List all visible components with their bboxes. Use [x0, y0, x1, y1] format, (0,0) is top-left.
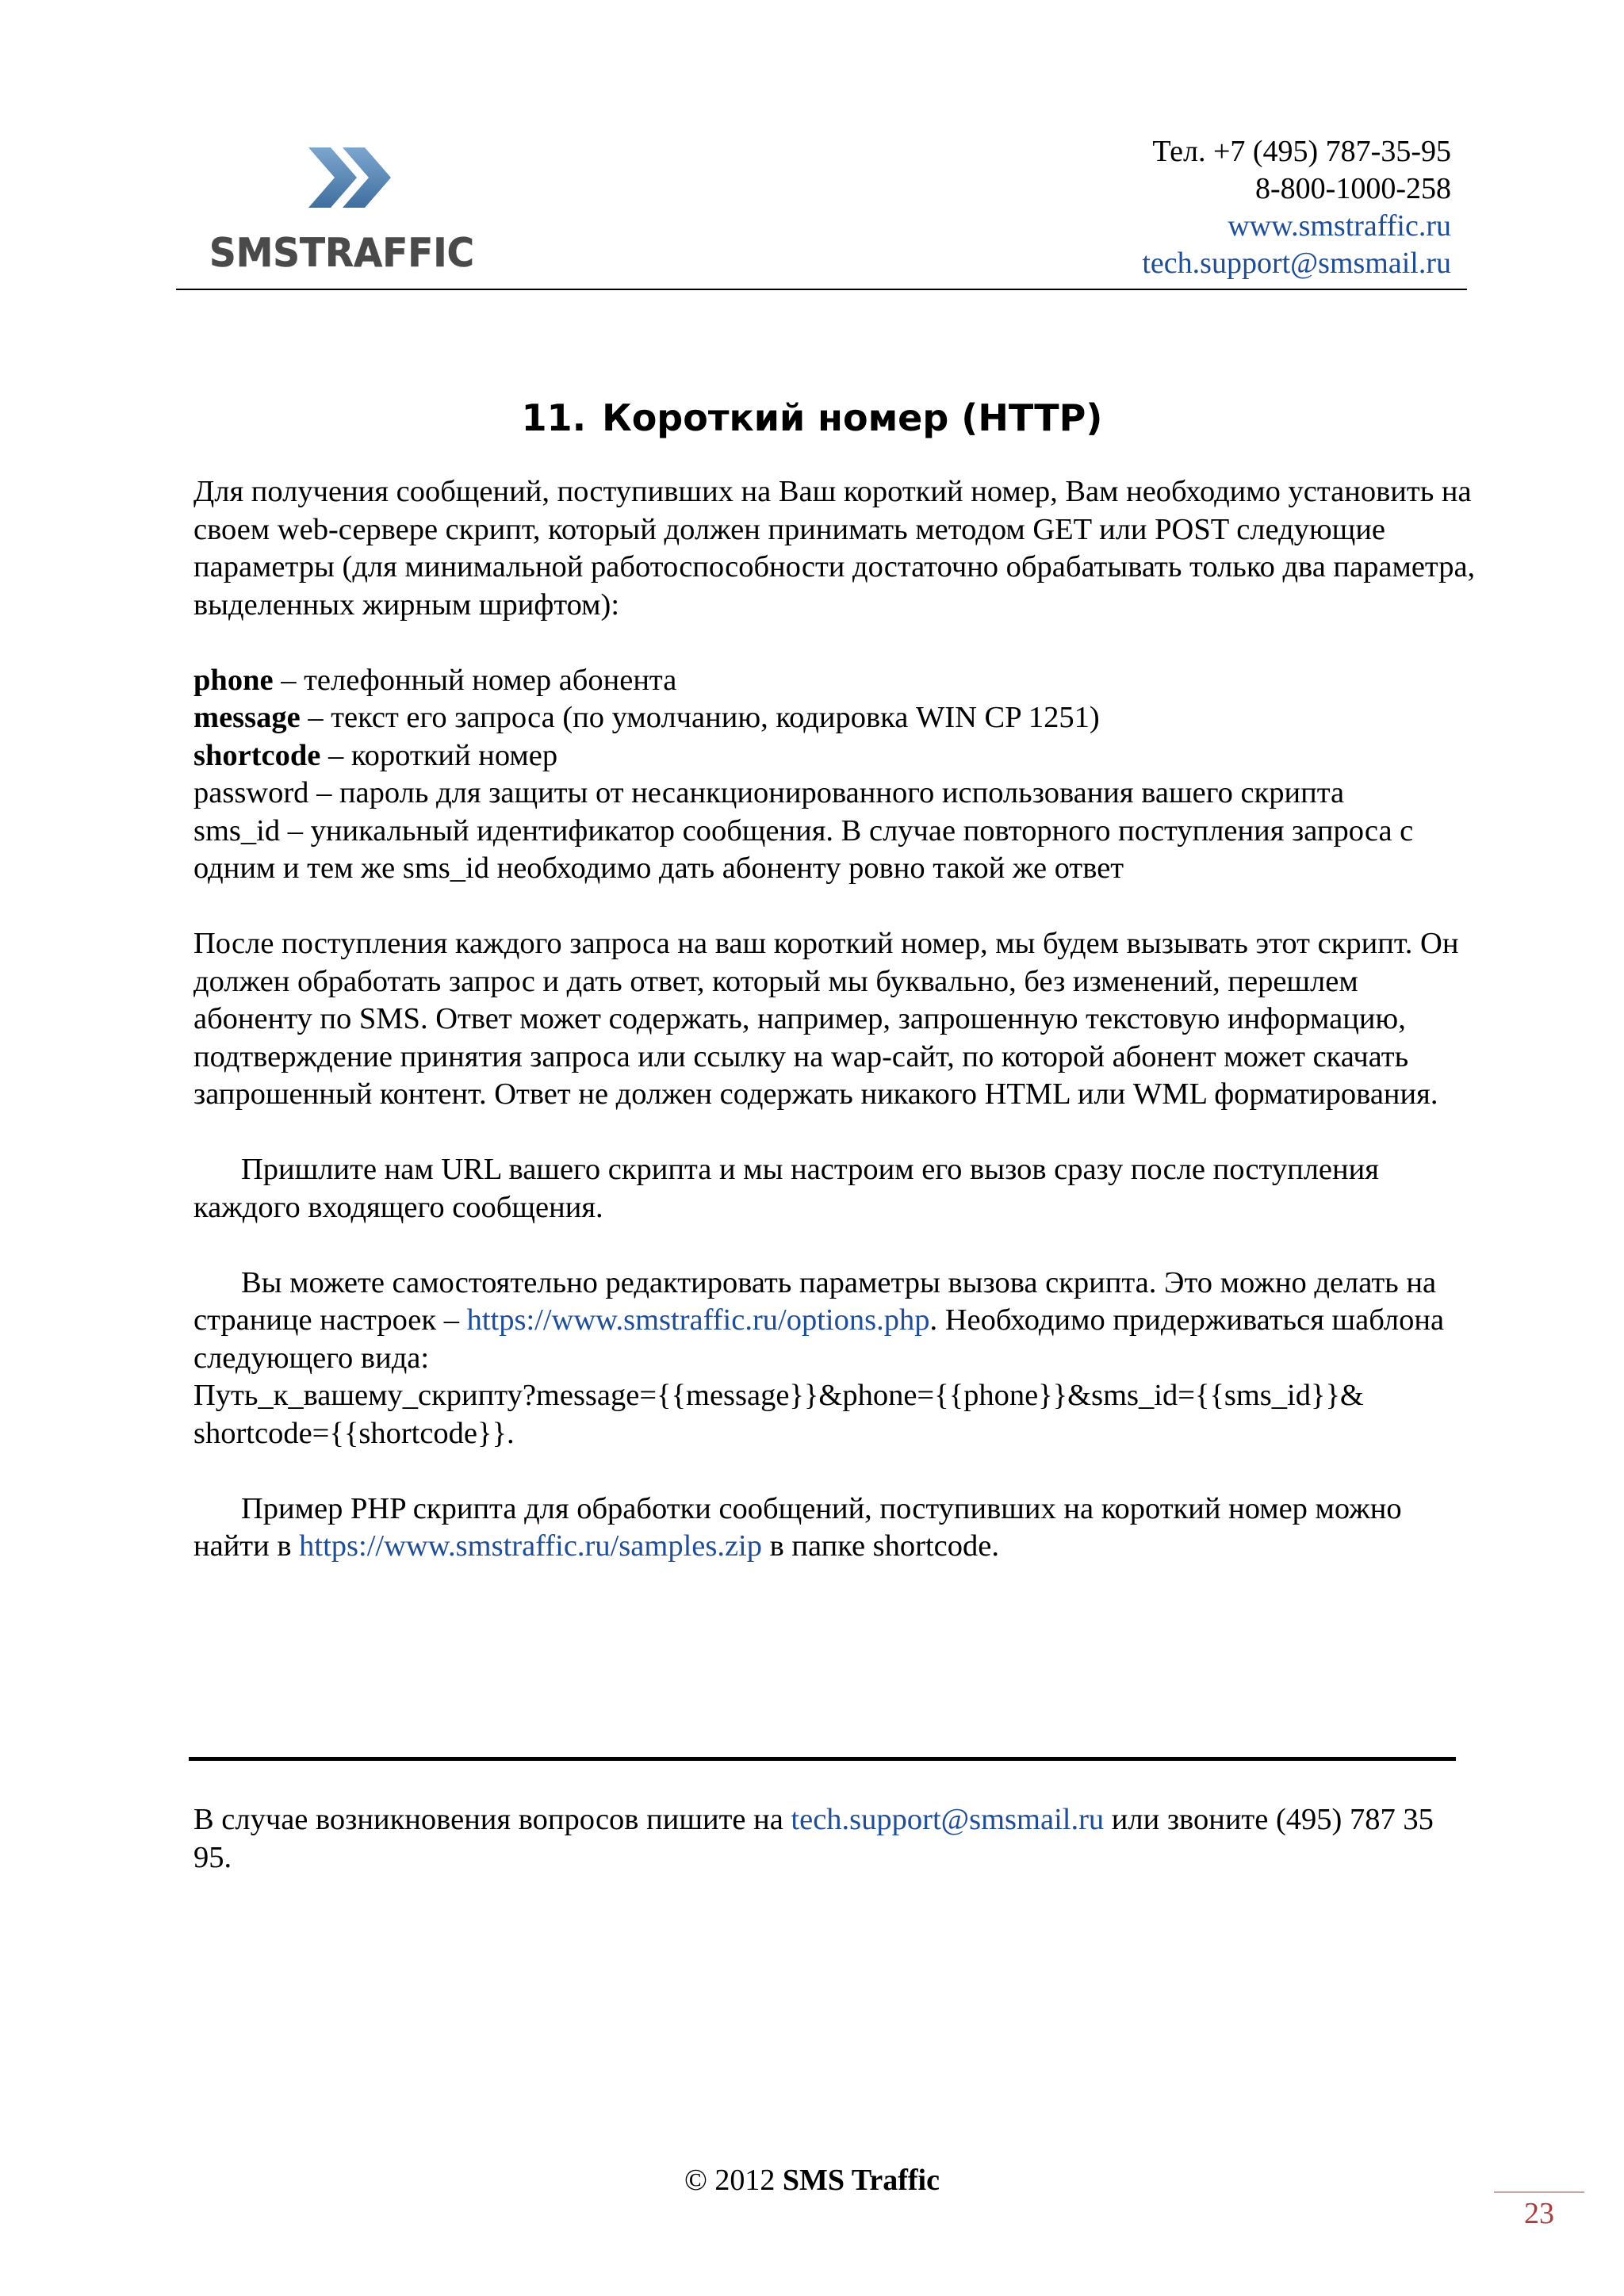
phone-line: Тел. +7 (495) 787-35-95	[1152, 135, 1451, 168]
param-desc: – пароль для защиты от несанкционированного использования вашего скрипта	[308, 776, 1345, 809]
intro-paragraph: Для получения сообщений, поступивших на Ваш короткий номер, Вам необходимо установить на своем web-сервере скрипт, который должен принимать методом GET или POST следующие параметры (для минимальной работоспособности достаточно обрабатывать только два параметра, выделенных жирным шрифтом):	[193, 475, 1476, 622]
footer-text-before: В случае возникновения вопросов пишите на	[193, 1803, 791, 1836]
param-row	[193, 699, 1478, 737]
param-name: shortcode	[193, 738, 321, 772]
param-name: sms_id	[193, 813, 281, 848]
param-desc: – уникальный идентификатор сообщения. В случае повторного поступления запроса с одним и тем же sms_id необходимо дать абоненту ровно такой же ответ	[193, 813, 1414, 885]
options-link[interactable]: https://www.smstraffic.ru/options.php	[466, 1303, 930, 1337]
samples-link[interactable]: https://www.smstraffic.ru/samples.zip	[299, 1529, 762, 1563]
section-title	[0, 394, 1624, 442]
sample-text-after: в папке shortcode.	[762, 1529, 999, 1563]
edit-paragraph	[193, 1265, 1478, 1378]
param-row	[193, 737, 1478, 775]
param-row	[193, 662, 1478, 700]
phone-free: 8-800-1000-258	[1255, 172, 1451, 205]
section-body	[193, 473, 1478, 1566]
header-rule	[176, 289, 1467, 290]
sample-paragraph	[193, 1490, 1478, 1566]
template-line-1: Путь_к_вашему_скрипту?message={{message}}&phone={{phone}}&sms_id={{sms_id}}&	[193, 1379, 1364, 1412]
footer-note	[193, 1801, 1478, 1877]
logo-chevrons-icon	[208, 147, 477, 274]
section-number: 11.	[521, 396, 587, 439]
page-number-rule	[1494, 2191, 1584, 2193]
sample-text-before: Пример PHP скрипта для обработки сообщений, поступивших на короткий номер можно найти в	[193, 1491, 1402, 1563]
smstraffic-logo	[208, 147, 477, 274]
edit-text-after: . Необходимо придерживаться шаблона следующего вида:	[193, 1303, 1445, 1375]
support-email-link[interactable]: tech.support@smsmail.ru	[1142, 247, 1451, 280]
copyright	[0, 2161, 1624, 2199]
param-name: password	[193, 776, 309, 809]
edit-text-before: Вы можете самостоятельно редактировать параметры вызова скрипта. Это можно делать на странице настроек –	[193, 1265, 1437, 1337]
website-link[interactable]: www.smstraffic.ru	[1228, 209, 1451, 243]
param-row	[193, 813, 1478, 888]
page-number: 23	[1524, 2197, 1554, 2230]
param-name: message	[193, 701, 301, 734]
param-desc: – короткий номер	[320, 738, 558, 772]
footer-text-after: или звоните (495) 787 35 95.	[193, 1803, 1434, 1874]
param-row	[193, 775, 1478, 813]
section-title-text: Короткий номер (HTTP)	[602, 396, 1103, 439]
copyright-prefix: © 2012	[684, 2164, 783, 2197]
copyright-brand: SMS Traffic	[782, 2164, 940, 2197]
footer-email-link[interactable]: tech.support@smsmail.ru	[791, 1803, 1105, 1836]
params-list	[193, 662, 1478, 888]
template-line-2: shortcode={{shortcode}}.	[193, 1416, 515, 1450]
param-name: phone	[193, 663, 274, 697]
footer-rule	[189, 1757, 1456, 1761]
script-paragraph: После поступления каждого запроса на ваш короткий номер, мы будем вызывать этот скрипт. Он должен обработать запрос и дать ответ, который мы буквально, без изменений, перешлем абоненту по SMS. Ответ может содержать, например, запрошенную текстовую информацию, подтверждение принятия запроса или ссылку на wap-сайт, по которой абонент может скачать запрошенный контент. Ответ не должен содержать никакого HTML или WML форматирования.	[193, 927, 1459, 1111]
param-desc: – текст его запроса (по умолчанию, кодировка WIN CP 1251)	[300, 701, 1100, 734]
url-paragraph: Пришлите нам URL вашего скрипта и мы настроим его вызов сразу после поступления каждого входящего сообщения.	[193, 1153, 1379, 1224]
logo-text: SMSTRAFFIC	[209, 230, 474, 274]
param-desc: – телефонный номер абонента	[273, 663, 677, 697]
header-contacts	[1142, 133, 1451, 282]
